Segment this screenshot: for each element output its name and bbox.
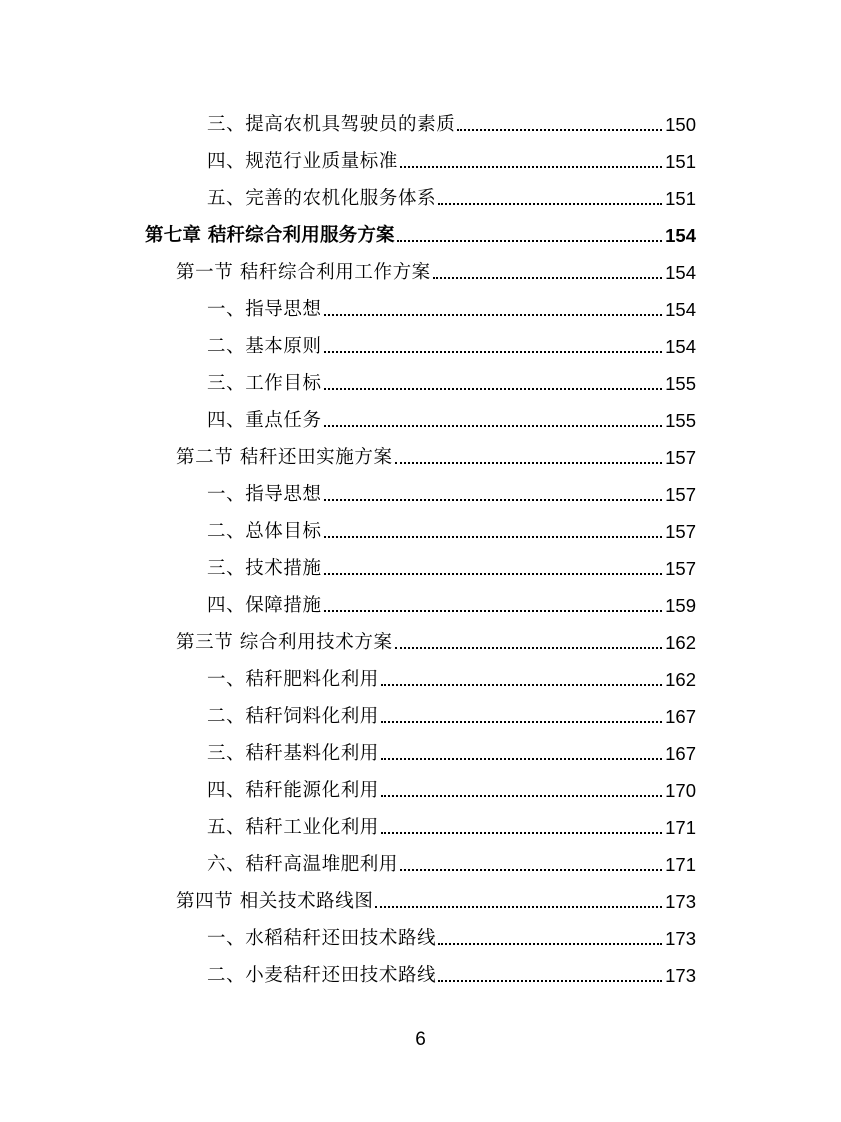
toc-entry-page: 170 <box>665 780 696 801</box>
toc-entry[interactable] <box>207 100 696 137</box>
dot-leader <box>381 832 662 834</box>
toc-entry-page: 159 <box>665 595 696 616</box>
toc-entry[interactable] <box>207 655 696 692</box>
dot-leader <box>438 203 662 205</box>
toc-entry-page: 171 <box>665 854 696 875</box>
toc-entry-title: 一、指导思想 <box>207 484 322 505</box>
toc-entry[interactable] <box>207 507 696 544</box>
dot-leader <box>324 351 663 353</box>
toc-entry[interactable] <box>207 137 696 174</box>
toc-entry-title: 三、技术措施 <box>207 558 322 579</box>
toc-entry[interactable] <box>207 359 696 396</box>
dot-leader <box>395 462 663 464</box>
toc-section-entry[interactable] <box>176 877 696 914</box>
toc-entry[interactable] <box>207 396 696 433</box>
toc-entry-page: 157 <box>665 558 696 579</box>
toc-chapter-entry[interactable] <box>145 211 696 248</box>
toc-entry-page: 154 <box>665 262 696 283</box>
dot-leader <box>381 721 662 723</box>
toc-entry-title: 第三节 综合利用技术方案 <box>176 632 393 653</box>
toc-entry[interactable] <box>207 470 696 507</box>
toc-entry-title: 一、水稻秸秆还田技术路线 <box>207 928 437 949</box>
toc-entry-title: 二、基本原则 <box>207 336 322 357</box>
dot-leader <box>400 166 662 168</box>
toc-entry-page: 171 <box>665 817 696 838</box>
toc-entry-title: 第七章 秸秆综合利用服务方案 <box>145 225 395 246</box>
page-number: 6 <box>415 1029 426 1050</box>
toc-entry-page: 157 <box>665 484 696 505</box>
toc-entry-title: 五、秸秆工业化利用 <box>207 817 379 838</box>
toc-entry-title: 一、秸秆肥料化利用 <box>207 669 379 690</box>
toc-entry[interactable] <box>207 322 696 359</box>
dot-leader <box>433 277 662 279</box>
toc-entry-page: 154 <box>665 299 696 320</box>
toc-entry[interactable] <box>207 692 696 729</box>
dot-leader <box>324 573 663 575</box>
toc-section-entry[interactable] <box>176 433 696 470</box>
toc-entry-page: 167 <box>665 743 696 764</box>
toc-entry-title: 六、秸秆高温堆肥利用 <box>207 854 399 875</box>
toc-entry[interactable] <box>207 951 696 988</box>
dot-leader <box>324 425 663 427</box>
toc-entry-page: 150 <box>665 114 696 135</box>
toc-entry[interactable] <box>207 729 696 766</box>
dot-leader <box>381 758 662 760</box>
toc-entry-page: 155 <box>665 373 696 394</box>
toc-entry-page: 157 <box>665 447 696 468</box>
toc-entry-title: 五、完善的农机化服务体系 <box>207 188 437 209</box>
toc-entry-title: 第一节 秸秆综合利用工作方案 <box>176 262 431 283</box>
toc-entry-page: 154 <box>665 336 696 357</box>
toc-entry-title: 三、提高农机具驾驶员的素质 <box>207 114 456 135</box>
toc-entry[interactable] <box>207 544 696 581</box>
toc-entry-page: 151 <box>665 188 696 209</box>
dot-leader <box>395 647 663 649</box>
toc-entry-page: 173 <box>665 891 696 912</box>
toc-entry-title: 二、总体目标 <box>207 521 322 542</box>
dot-leader <box>457 129 662 131</box>
toc-entry-title: 二、秸秆饲料化利用 <box>207 706 379 727</box>
dot-leader <box>400 869 662 871</box>
toc-entry-title: 四、重点任务 <box>207 410 322 431</box>
dot-leader <box>324 388 663 390</box>
dot-leader <box>324 314 663 316</box>
toc-entry-page: 157 <box>665 521 696 542</box>
toc-entry[interactable] <box>207 840 696 877</box>
toc-entry[interactable] <box>207 914 696 951</box>
toc-entry[interactable] <box>207 581 696 618</box>
toc-entry-title: 第二节 秸秆还田实施方案 <box>176 447 393 468</box>
dot-leader <box>438 980 662 982</box>
dot-leader <box>324 499 663 501</box>
dot-leader <box>381 684 662 686</box>
toc-entry[interactable] <box>207 285 696 322</box>
toc-entry-title: 一、指导思想 <box>207 299 322 320</box>
toc-entry-page: 173 <box>665 928 696 949</box>
dot-leader <box>324 610 663 612</box>
toc-entry-page: 173 <box>665 965 696 986</box>
toc-entry[interactable] <box>207 766 696 803</box>
toc-entry-title: 二、小麦秸秆还田技术路线 <box>207 965 437 986</box>
dot-leader <box>324 536 663 538</box>
toc-entry-title: 四、保障措施 <box>207 595 322 616</box>
toc-entry[interactable] <box>207 174 696 211</box>
toc-section-entry[interactable] <box>176 618 696 655</box>
dot-leader <box>381 795 662 797</box>
toc-entry-title: 四、秸秆能源化利用 <box>207 780 379 801</box>
toc-entry-page: 155 <box>665 410 696 431</box>
toc-entry-title: 四、规范行业质量标准 <box>207 151 399 172</box>
dot-leader <box>438 943 662 945</box>
toc-entry-page: 151 <box>665 151 696 172</box>
toc-section-entry[interactable] <box>176 248 696 285</box>
toc-entry-title: 三、秸秆基料化利用 <box>207 743 379 764</box>
toc-entry-title: 第四节 相关技术路线图 <box>176 891 374 912</box>
toc-entry-page: 154 <box>665 225 696 246</box>
toc-entry-page: 162 <box>665 632 696 653</box>
toc-entry-title: 三、工作目标 <box>207 373 322 394</box>
toc-entry-page: 162 <box>665 669 696 690</box>
toc-entry[interactable] <box>207 803 696 840</box>
dot-leader <box>375 906 662 908</box>
toc-entry-page: 167 <box>665 706 696 727</box>
dot-leader <box>397 240 662 242</box>
